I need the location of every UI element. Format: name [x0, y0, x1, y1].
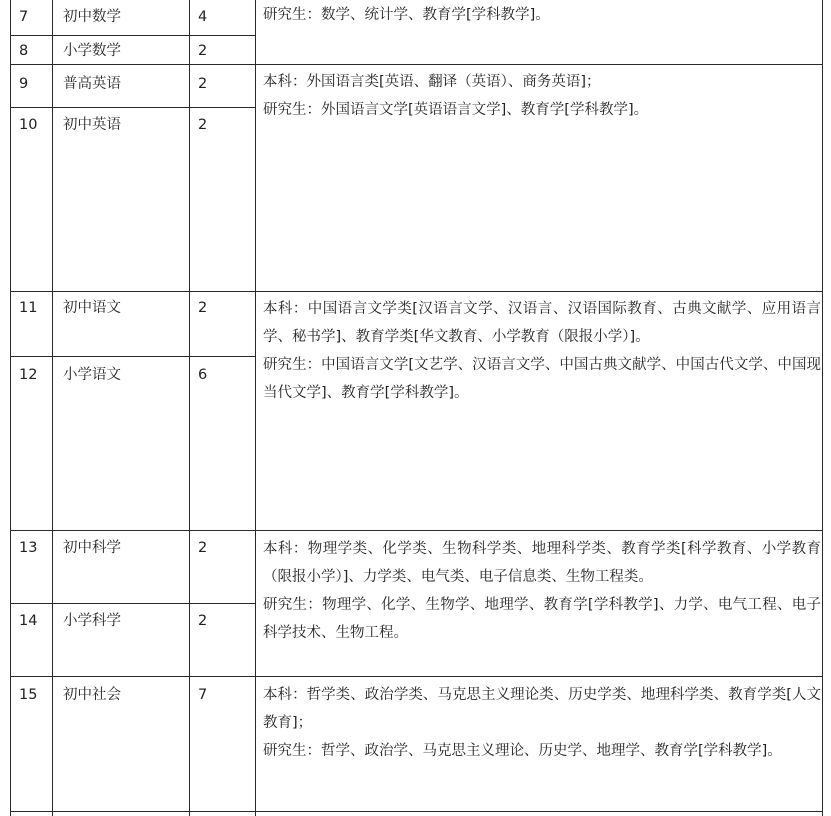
column-divider-subject — [189, 0, 190, 816]
table-border-right — [822, 0, 823, 816]
undergrad-requirement: 本科：外国语言类[英语、翻译（英语）、商务英语]； — [263, 74, 601, 90]
group-divider — [10, 291, 823, 292]
row-number: 9 — [19, 76, 29, 92]
group-divider — [10, 811, 823, 812]
english-requirements — [263, 68, 821, 124]
row-divider — [10, 107, 256, 108]
undergrad-requirement: 本科：中国语言文学类[汉语言文学、汉语言、汉语国际教育、古典文献学、应用语言学、秘书学]、教育学类[华文教育、小学教育（限报小学）]。 — [263, 301, 821, 345]
row-number: 15 — [19, 687, 38, 703]
column-divider-count — [255, 0, 256, 816]
position-count: 2 — [198, 117, 208, 133]
row-number: 7 — [19, 9, 29, 25]
subject-name: 初中科学 — [63, 540, 121, 556]
row-number: 11 — [19, 300, 38, 316]
position-count: 2 — [198, 76, 208, 92]
position-count: 2 — [198, 540, 208, 556]
position-count: 2 — [198, 613, 208, 629]
math-requirements — [263, 1, 821, 29]
subject-name: 初中数学 — [63, 9, 121, 25]
undergrad-requirement: 本科：物理学类、化学类、生物科学类、地理科学类、教育学类[科学教育、小学教育（限报小学）]、力学类、电气类、电子信息类、生物工程类。 — [263, 541, 821, 585]
row-number: 10 — [19, 117, 38, 133]
group-divider — [10, 676, 823, 677]
column-divider-no — [52, 0, 53, 816]
group-divider — [10, 64, 823, 65]
social-requirements — [263, 681, 821, 765]
position-count: 2 — [198, 300, 208, 316]
graduate-requirement: 研究生：外国语言文学[英语语言文学]、教育学[学科教学]。 — [263, 102, 649, 118]
subject-name: 普高英语 — [63, 76, 121, 92]
row-number: 12 — [19, 367, 38, 383]
row-divider — [10, 35, 256, 36]
position-count: 7 — [198, 687, 208, 703]
row-number: 8 — [19, 43, 29, 59]
subject-name: 小学科学 — [63, 613, 121, 629]
row-divider — [10, 603, 256, 604]
row-number: 14 — [19, 613, 38, 629]
row-divider — [10, 356, 256, 357]
chinese-requirements — [263, 295, 821, 407]
table-border-left — [10, 0, 11, 816]
subject-name: 初中语文 — [63, 300, 121, 316]
position-count: 4 — [198, 9, 208, 25]
undergrad-requirement: 本科：哲学类、政治学类、马克思主义理论类、历史学类、地理科学类、教育学类[人文教育]； — [263, 687, 821, 731]
row-number: 13 — [19, 540, 38, 556]
position-count: 2 — [198, 43, 208, 59]
subject-name: 小学语文 — [63, 367, 121, 383]
graduate-requirement: 研究生：物理学、化学、生物学、地理学、教育学[学科教学]、力学、电气工程、电子科学技术、生物工程。 — [263, 597, 821, 641]
subject-name: 初中英语 — [63, 117, 121, 133]
graduate-requirement: 研究生：数学、统计学、教育学[学科教学]。 — [263, 7, 550, 23]
graduate-requirement: 研究生：哲学、政治学、马克思主义理论、历史学、地理学、教育学[学科教学]。 — [263, 743, 782, 759]
position-count: 6 — [198, 367, 208, 383]
group-divider — [10, 530, 823, 531]
science-requirements — [263, 535, 821, 647]
subject-name: 小学数学 — [63, 43, 121, 59]
graduate-requirement: 研究生：中国语言文学[文艺学、汉语言文学、中国古典文献学、中国古代文学、中国现当代文学]、教育学[学科教学]。 — [263, 357, 821, 401]
subject-name: 初中社会 — [63, 687, 121, 703]
